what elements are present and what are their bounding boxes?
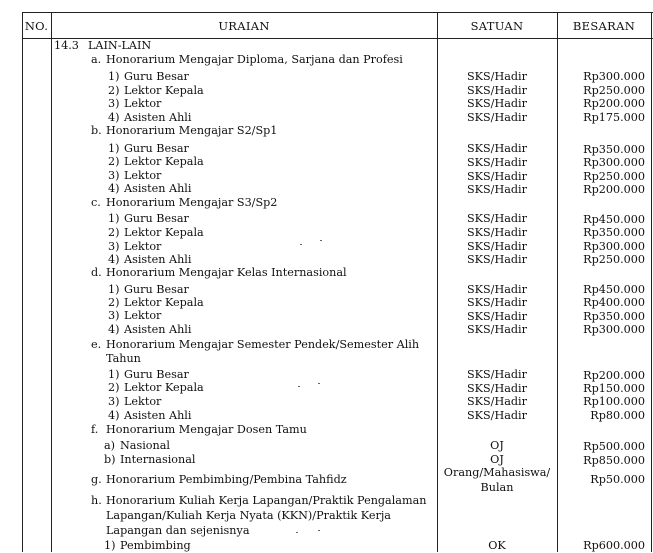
item-unit: SKS/Hadir <box>467 111 527 124</box>
item-unit: SKS/Hadir <box>467 368 527 381</box>
item-number: 1) <box>104 539 116 552</box>
group-title: Honorarium Mengajar Dosen Tamu <box>106 423 307 436</box>
item-unit: SKS/Hadir <box>467 142 527 155</box>
item-value: Rp250.000 <box>583 84 645 97</box>
section-number: 14.3 <box>54 39 79 52</box>
item-unit: SKS/Hadir <box>467 382 527 395</box>
item-label: Guru Besar <box>124 70 189 83</box>
item-value: Rp100.000 <box>583 395 645 408</box>
item-value: Rp200.000 <box>583 183 645 196</box>
item-value: Rp200.000 <box>583 369 645 382</box>
item-label: Guru Besar <box>124 368 189 381</box>
item-unit: OJ <box>490 439 504 452</box>
group-title-line: Lapangan dan sejenisnya <box>106 524 250 537</box>
item-value: Rp450.000 <box>583 283 645 296</box>
col-line-left <box>22 12 23 552</box>
item-value: Rp450.000 <box>583 213 645 226</box>
item-unit: SKS/Hadir <box>467 283 527 296</box>
item-label: Lektor <box>124 395 162 408</box>
header-no: NO. <box>24 19 49 33</box>
group-title-line: Tahun <box>106 352 141 365</box>
item-number: 2) <box>108 226 120 239</box>
item-value: Rp300.000 <box>583 70 645 83</box>
group-letter: g. <box>91 473 102 486</box>
section-title: LAIN-LAIN <box>88 39 152 52</box>
item-label: Guru Besar <box>124 212 189 225</box>
item-number: 1) <box>108 283 120 296</box>
item-number: 4) <box>108 323 120 336</box>
item-value: Rp600.000 <box>583 539 645 552</box>
item-number: 4) <box>108 111 120 124</box>
item-value: Rp300.000 <box>583 156 645 169</box>
item-label: Pembimbing <box>120 539 191 552</box>
item-unit: SKS/Hadir <box>467 183 527 196</box>
item-number: 4) <box>108 182 120 195</box>
item-label: Asisten Ahli <box>124 323 192 336</box>
group-letter: b. <box>91 124 102 137</box>
item-number: 1) <box>108 212 120 225</box>
item-value: Rp50.000 <box>590 473 645 486</box>
item-value: Rp250.000 <box>583 253 645 266</box>
header-uraian: URAIAN <box>218 19 270 33</box>
item-number: 3) <box>108 309 120 322</box>
item-label: Asisten Ahli <box>124 111 192 124</box>
item-number: a) <box>104 439 116 452</box>
item-value: Rp350.000 <box>583 226 645 239</box>
item-number: 2) <box>108 381 120 394</box>
item-number: 2) <box>108 296 120 309</box>
item-value: Rp200.000 <box>583 97 645 110</box>
group-title: Honorarium Mengajar S2/Sp1 <box>106 124 278 137</box>
item-label: Guru Besar <box>124 283 189 296</box>
group-letter: c. <box>91 196 101 209</box>
item-value: Rp150.000 <box>583 382 645 395</box>
group-title-line: Lapangan/Kuliah Kerja Nyata (KKN)/Praktik Kerja <box>106 509 391 522</box>
item-unit: SKS/Hadir <box>467 212 527 225</box>
header-besaran: BESARAN <box>572 19 636 33</box>
item-label: Lektor <box>124 309 162 322</box>
col-line-no <box>51 12 52 552</box>
item-unit: SKS/Hadir <box>467 296 527 309</box>
scan-speck <box>320 240 322 241</box>
item-label: Lektor Kepala <box>124 155 204 168</box>
header-satuan: SATUAN <box>470 19 524 33</box>
item-label: Lektor Kepala <box>124 296 204 309</box>
item-label: Guru Besar <box>124 142 189 155</box>
item-unit: SKS/Hadir <box>467 97 527 110</box>
col-line-satuan <box>557 12 558 552</box>
item-unit-line: Bulan <box>480 481 514 494</box>
item-unit-line: Orang/Mahasiswa/ <box>443 466 551 479</box>
scan-speck <box>298 386 300 387</box>
col-line-right <box>651 12 652 552</box>
item-unit: SKS/Hadir <box>467 395 527 408</box>
item-unit: SKS/Hadir <box>467 156 527 169</box>
item-number: 2) <box>108 155 120 168</box>
group-title: Honorarium Mengajar S3/Sp2 <box>106 196 278 209</box>
item-number: 2) <box>108 84 120 97</box>
item-value: Rp300.000 <box>583 240 645 253</box>
scan-speck <box>296 532 298 533</box>
group-letter: d. <box>91 266 102 279</box>
group-title: Honorarium Mengajar Diploma, Sarjana dan Profesi <box>106 53 403 66</box>
group-title: Honorarium Mengajar Kelas Internasional <box>106 266 347 279</box>
item-value: Rp300.000 <box>583 323 645 336</box>
item-value: Rp175.000 <box>583 111 645 124</box>
item-label: Lektor Kepala <box>124 226 204 239</box>
group-letter: e. <box>91 338 102 351</box>
item-unit: OK <box>488 539 506 552</box>
item-label: Internasional <box>120 453 196 466</box>
group-letter: h. <box>91 494 102 507</box>
item-unit: SKS/Hadir <box>467 226 527 239</box>
item-label: Lektor <box>124 97 162 110</box>
group-title: Honorarium Pembimbing/Pembina Tahfidz <box>106 473 347 486</box>
item-value: Rp850.000 <box>583 454 645 467</box>
item-number: 1) <box>108 70 120 83</box>
item-unit: SKS/Hadir <box>467 253 527 266</box>
item-label: Nasional <box>120 439 170 452</box>
item-label: Asisten Ahli <box>124 182 192 195</box>
item-label: Asisten Ahli <box>124 253 192 266</box>
item-number: 4) <box>108 409 120 422</box>
item-unit: SKS/Hadir <box>467 84 527 97</box>
item-unit: SKS/Hadir <box>467 310 527 323</box>
item-label: Lektor <box>124 169 162 182</box>
scan-speck <box>318 383 320 384</box>
item-label: Asisten Ahli <box>124 409 192 422</box>
item-number: 3) <box>108 169 120 182</box>
item-unit: SKS/Hadir <box>467 409 527 422</box>
item-unit: SKS/Hadir <box>467 240 527 253</box>
item-number: 3) <box>108 97 120 110</box>
item-number: 4) <box>108 253 120 266</box>
item-number: 1) <box>108 368 120 381</box>
item-unit: SKS/Hadir <box>467 170 527 183</box>
item-unit: SKS/Hadir <box>467 70 527 83</box>
item-value: Rp350.000 <box>583 143 645 156</box>
group-title-line: Honorarium Mengajar Semester Pendek/Semester Alih <box>106 338 420 351</box>
item-label: Lektor <box>124 240 162 253</box>
item-unit: SKS/Hadir <box>467 323 527 336</box>
item-value: Rp80.000 <box>590 409 645 422</box>
group-title-line: Honorarium Kuliah Kerja Lapangan/Praktik Pengalaman <box>106 494 427 507</box>
item-value: Rp250.000 <box>583 170 645 183</box>
item-label: Lektor Kepala <box>124 381 204 394</box>
item-number: 3) <box>108 395 120 408</box>
item-number: 1) <box>108 142 120 155</box>
group-letter: a. <box>91 53 102 66</box>
scan-speck <box>300 244 302 245</box>
item-label: Lektor Kepala <box>124 84 204 97</box>
group-letter: f. <box>91 423 99 436</box>
item-value: Rp400.000 <box>583 296 645 309</box>
item-value: Rp350.000 <box>583 310 645 323</box>
item-number: b) <box>104 453 116 466</box>
item-unit: OJ <box>490 453 504 466</box>
item-value: Rp500.000 <box>583 440 645 453</box>
scan-speck <box>318 530 320 531</box>
item-number: 3) <box>108 240 120 253</box>
